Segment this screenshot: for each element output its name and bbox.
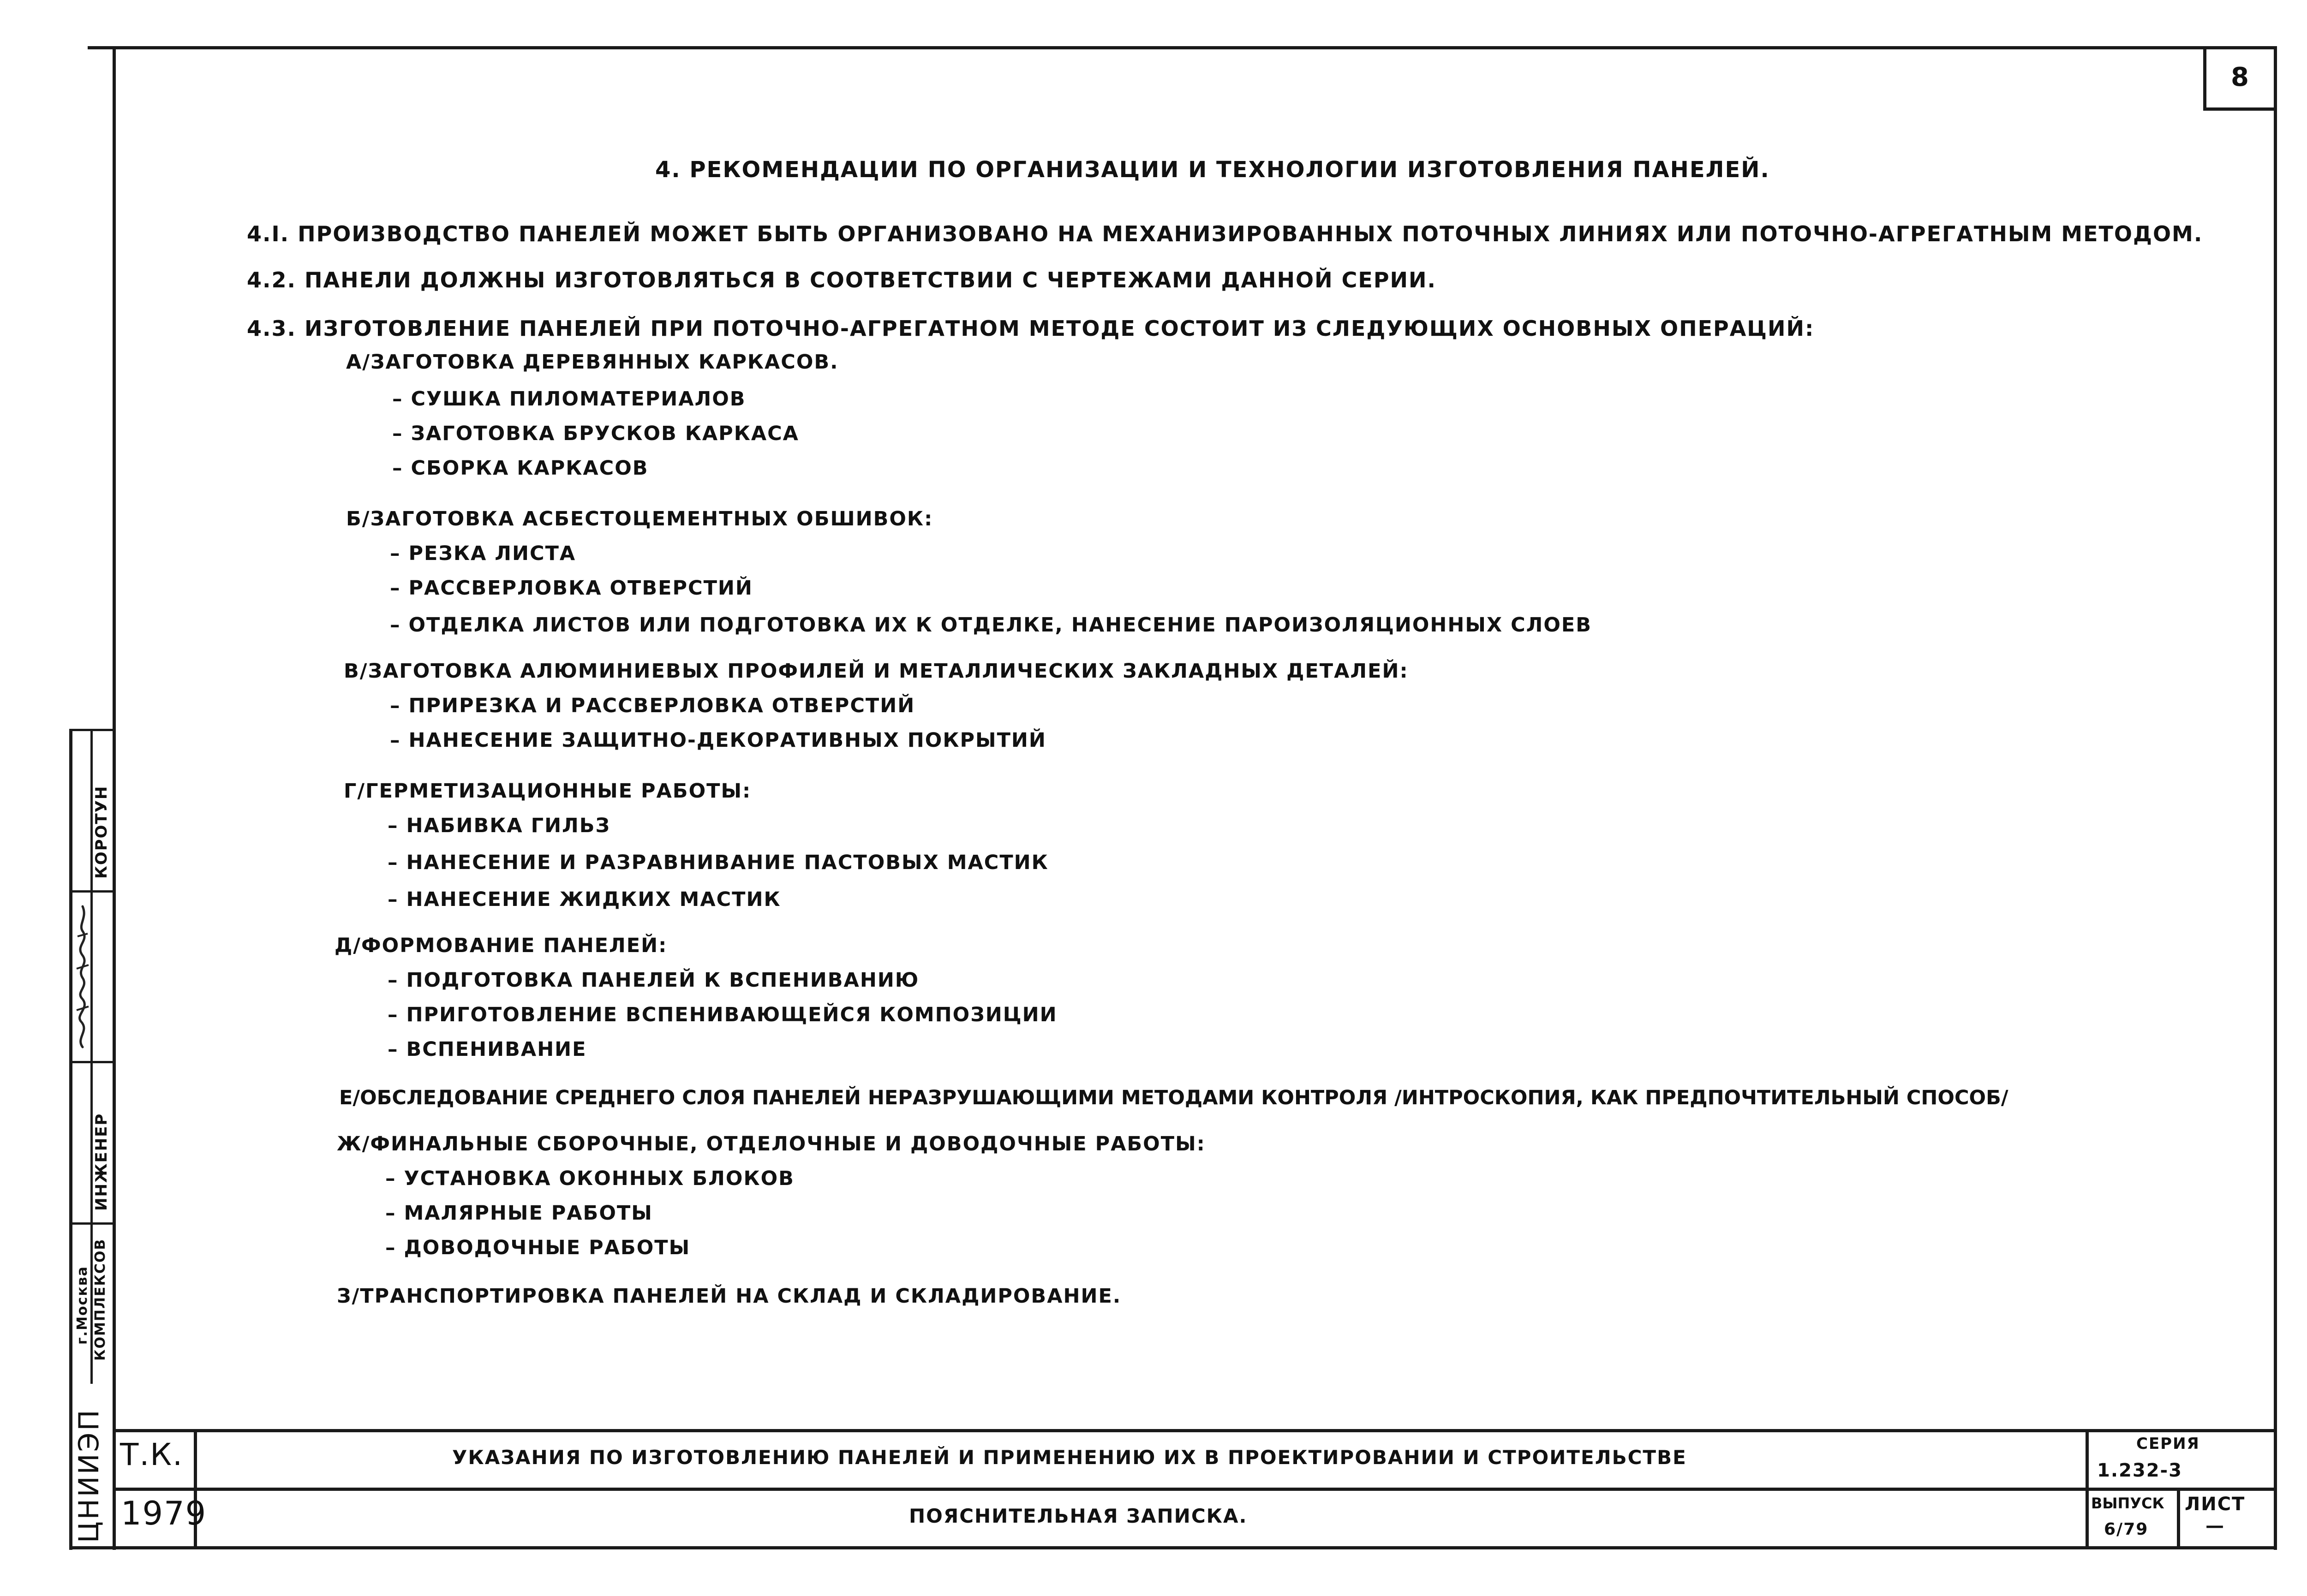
sheet-label: ЛИСТ <box>2185 1494 2246 1515</box>
title-block-mid-line <box>113 1488 2277 1491</box>
item-4-2: 4.2. ПАНЕЛИ ДОЛЖНЫ ИЗГОТОВЛЯТЬСЯ В СООТВЕТСТВИИ С ЧЕРТЕЖАМИ ДАННОЙ СЕРИИ. <box>247 268 1437 292</box>
side-stamp-outer-line <box>69 729 72 1550</box>
operation-d-step: – ПОДГОТОВКА ПАНЕЛЕЙ К ВСПЕНИВАНИЮ <box>388 969 920 992</box>
title-block-year: 1979 <box>121 1495 207 1532</box>
side-stamp-sep-3 <box>69 1222 115 1225</box>
operation-a-step: – СУШКА ПИЛОМАТЕРИАЛОВ <box>392 387 746 411</box>
handwritten-signature <box>71 899 94 1052</box>
title-block-title: УКАЗАНИЯ ПО ИЗГОТОВЛЕНИЮ ПАНЕЛЕЙ И ПРИМЕНЕНИЮ ИХ В ПРОЕКТИРОВАНИИ И СТРОИТЕЛЬСТВЕ <box>452 1446 1687 1469</box>
side-stamp-org: КОМПЛЕКСОВ <box>92 1238 108 1361</box>
frame-bottom-line <box>69 1546 2277 1549</box>
title-block-tk: Т.К. <box>120 1437 184 1472</box>
operation-b-label: Б/ЗАГОТОВКА АСБЕСТОЦЕМЕНТНЫХ ОБШИВОК: <box>346 507 933 530</box>
frame-left-line <box>113 46 116 1550</box>
title-block-series-divider <box>2086 1429 2089 1549</box>
operation-b-step: – ОТДЕЛКА ЛИСТОВ ИЛИ ПОДГОТОВКА ИХ К ОТДЕЛКЕ, НАНЕСЕНИЕ ПАРОИЗОЛЯЦИОННЫХ СЛОЕВ <box>390 613 1592 637</box>
side-stamp-sep-2 <box>69 1061 115 1063</box>
operation-zh-step: – МАЛЯРНЫЕ РАБОТЫ <box>385 1202 653 1225</box>
side-stamp-sep-1 <box>69 890 115 893</box>
sheet-value: — <box>2205 1515 2225 1536</box>
issue-value: 6/79 <box>2104 1520 2149 1539</box>
operation-zh-step: – УСТАНОВКА ОКОННЫХ БЛОКОВ <box>385 1167 795 1190</box>
operation-g-label: Г/ГЕРМЕТИЗАЦИОННЫЕ РАБОТЫ: <box>344 780 752 803</box>
side-stamp-city: г.Москва <box>74 1266 90 1345</box>
title-block-subtitle: ПОЯСНИТЕЛЬНАЯ ЗАПИСКА. <box>909 1505 1248 1527</box>
series-value: 1.232-3 <box>2097 1460 2182 1481</box>
operation-b-step: – РЕЗКА ЛИСТА <box>390 542 576 565</box>
operation-g-step: – НАБИВКА ГИЛЬЗ <box>388 814 611 837</box>
operation-g-step: – НАНЕСЕНИЕ ЖИДКИХ МАСТИК <box>388 888 781 911</box>
item-4-1: 4.I. ПРОИЗВОДСТВО ПАНЕЛЕЙ МОЖЕТ БЫТЬ ОРГАНИЗОВАНО НА МЕХАНИЗИРОВАННЫХ ПОТОЧНЫХ ЛИНИЯХ ИЛИ ПОТОЧНО-АГРЕГАТНЫМ МЕТОДОМ. <box>247 221 2203 246</box>
side-stamp-top <box>69 729 115 731</box>
operation-a-label: А/ЗАГОТОВКА ДЕРЕВЯННЫХ КАРКАСОВ. <box>346 351 839 374</box>
sheet-corner-number: 8 <box>2231 62 2250 92</box>
operation-d-step: – ВСПЕНИВАНИЕ <box>388 1038 587 1061</box>
operation-a-step: – СБОРКА КАРКАСОВ <box>392 457 649 480</box>
operation-a-step: – ЗАГОТОВКА БРУСКОВ КАРКАСА <box>392 422 799 445</box>
operation-v-step: – ПРИРЕЗКА И РАССВЕРЛОВКА ОТВЕРСТИЙ <box>390 694 915 717</box>
operation-e-label: Е/ОБСЛЕДОВАНИЕ СРЕДНЕГО СЛОЯ ПАНЕЛЕЙ НЕРАЗРУШАЮЩИМИ МЕТОДАМИ КОНТРОЛЯ /ИНТРОСКОПИЯ, КАК ПРЕДПОЧТИТЕЛЬНЫЙ СПОСОБ/ <box>339 1086 2008 1109</box>
series-label: СЕРИЯ <box>2136 1435 2200 1453</box>
issue-label: ВЫПУСК <box>2091 1495 2164 1512</box>
operation-b-step: – РАССВЕРЛОВКА ОТВЕРСТИЙ <box>390 577 753 600</box>
title-block-sheet-divider <box>2177 1488 2180 1549</box>
operation-v-label: В/ЗАГОТОВКА АЛЮМИНИЕВЫХ ПРОФИЛЕЙ И МЕТАЛЛИЧЕСКИХ ЗАКЛАДНЫХ ДЕТАЛЕЙ: <box>344 660 1409 683</box>
side-stamp-org-abbrev: ЦНИИЭП <box>73 1408 105 1543</box>
operation-zh-label: Ж/ФИНАЛЬНЫЕ СБОРОЧНЫЕ, ОТДЕЛОЧНЫЕ И ДОВОДОЧНЫЕ РАБОТЫ: <box>337 1132 1206 1155</box>
operation-z-label: З/ТРАНСПОРТИРОВКА ПАНЕЛЕЙ НА СКЛАД И СКЛАДИРОВАНИЕ. <box>337 1285 1122 1308</box>
operation-d-label: Д/ФОРМОВАНИЕ ПАНЕЛЕЙ: <box>335 934 668 957</box>
item-4-3: 4.3. ИЗГОТОВЛЕНИЕ ПАНЕЛЕЙ ПРИ ПОТОЧНО-АГРЕГАТНОМ МЕТОДЕ СОСТОИТ ИЗ СЛЕДУЮЩИХ ОСНОВНЫХ ОПЕРАЦИЙ: <box>247 316 1815 341</box>
title-block-top-line <box>113 1429 2277 1432</box>
frame-right-line <box>2274 46 2277 1550</box>
operation-v-step: – НАНЕСЕНИЕ ЗАЩИТНО-ДЕКОРАТИВНЫХ ПОКРЫТИЙ <box>390 729 1046 752</box>
operation-g-step: – НАНЕСЕНИЕ И РАЗРАВНИВАНИЕ ПАСТОВЫХ МАСТИК <box>388 851 1049 874</box>
side-stamp-role: ИНЖЕНЕР <box>92 1113 111 1211</box>
frame-top-line <box>88 46 2275 49</box>
operation-d-step: – ПРИГОТОВЛЕНИЕ ВСПЕНИВАЮЩЕЙСЯ КОМПОЗИЦИИ <box>388 1003 1058 1026</box>
operation-zh-step: – ДОВОДОЧНЫЕ РАБОТЫ <box>385 1236 691 1259</box>
section-heading: 4. РЕКОМЕНДАЦИИ ПО ОРГАНИЗАЦИИ И ТЕХНОЛОГИИ ИЗГОТОВЛЕНИЯ ПАНЕЛЕЙ. <box>655 157 1770 183</box>
side-stamp-name: КОРОТУН <box>92 785 111 879</box>
